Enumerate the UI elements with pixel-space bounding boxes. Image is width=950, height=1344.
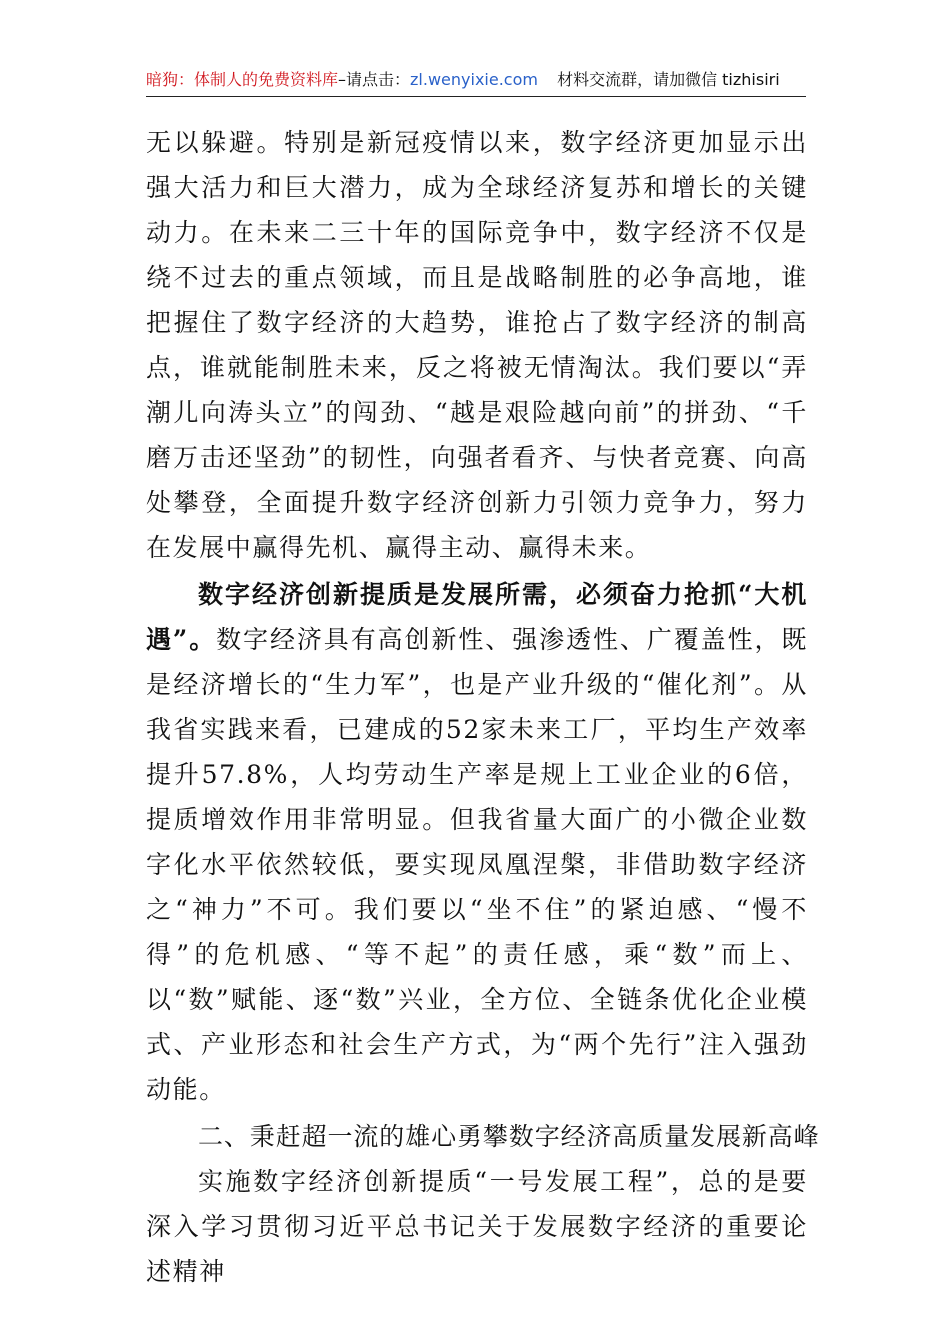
header-click-prompt: –请点击： <box>338 70 411 89</box>
header-brand: 暗狗：体制人的免费资料库 <box>146 70 339 89</box>
document-body <box>146 120 820 1294</box>
paragraph-3: 实施数字经济创新提质“一号发展工程”，总的是要深入学习贯彻习近平总书记关于发展数字经济的重要论述精神 <box>146 1167 808 1286</box>
paragraph-2-text: 数字经济具有高创新性、强渗透性、广覆盖性，既是经济增长的“生力军”，也是产业升级的“催化剂”。从我省实践来看，已建成的52家未来工厂，平均生产效率提升57.8%，人均劳动生产率是规上工业企业的6倍，提质增效作用非常明显。但我省量大面广的小微企业数字化水平依然较低，要实现凤凰涅槃，非借助数字经济之“神力”不可。我们要以“坐不住”的紧迫感、“慢不得”的危机感、“等不起”的责任感，乘“数”而上、以“数”赋能、逐“数”兴业，全方位、全链条优化企业模式、产业形态和社会生产方式，为“两个先行”注入强劲动能。 <box>146 625 809 1104</box>
header-url-link[interactable]: zl.wenyixie.com <box>410 70 538 89</box>
paragraph-2-lead: 数字经济创新提质是发展所需，必须奋力抢抓“大机遇”。 <box>146 580 808 654</box>
header-group-note: 材料交流群，请加微信 tizhisiri <box>557 70 780 89</box>
paragraph-1: 无以躲避。特别是新冠疫情以来，数字经济更加显示出强大活力和巨大潜力，成为全球经济复苏和增长的关键动力。在未来二三十年的国际竞争中，数字经济不仅是绕不过去的重点领域，而且是战略制胜的必争高地，谁把握住了数字经济的大趋势，谁抢占了数字经济的制高点，谁就能制胜未来，反之将被无情淘汰。我们要以“弄潮儿向涛头立”的闯劲、“越是艰险越向前”的拼劲、“千磨万击还坚劲”的韧性，向强者看齐、与快者竞赛、向高处攀登，全面提升数字经济创新力引领力竞争力，努力在发展中赢得先机、赢得主动、赢得未来。 <box>146 128 808 562</box>
section-heading: 二、秉赶超一流的雄心勇攀数字经济高质量发展新高峰 <box>198 1122 820 1151</box>
page-header <box>146 66 806 97</box>
paragraph-2 <box>146 572 808 1112</box>
